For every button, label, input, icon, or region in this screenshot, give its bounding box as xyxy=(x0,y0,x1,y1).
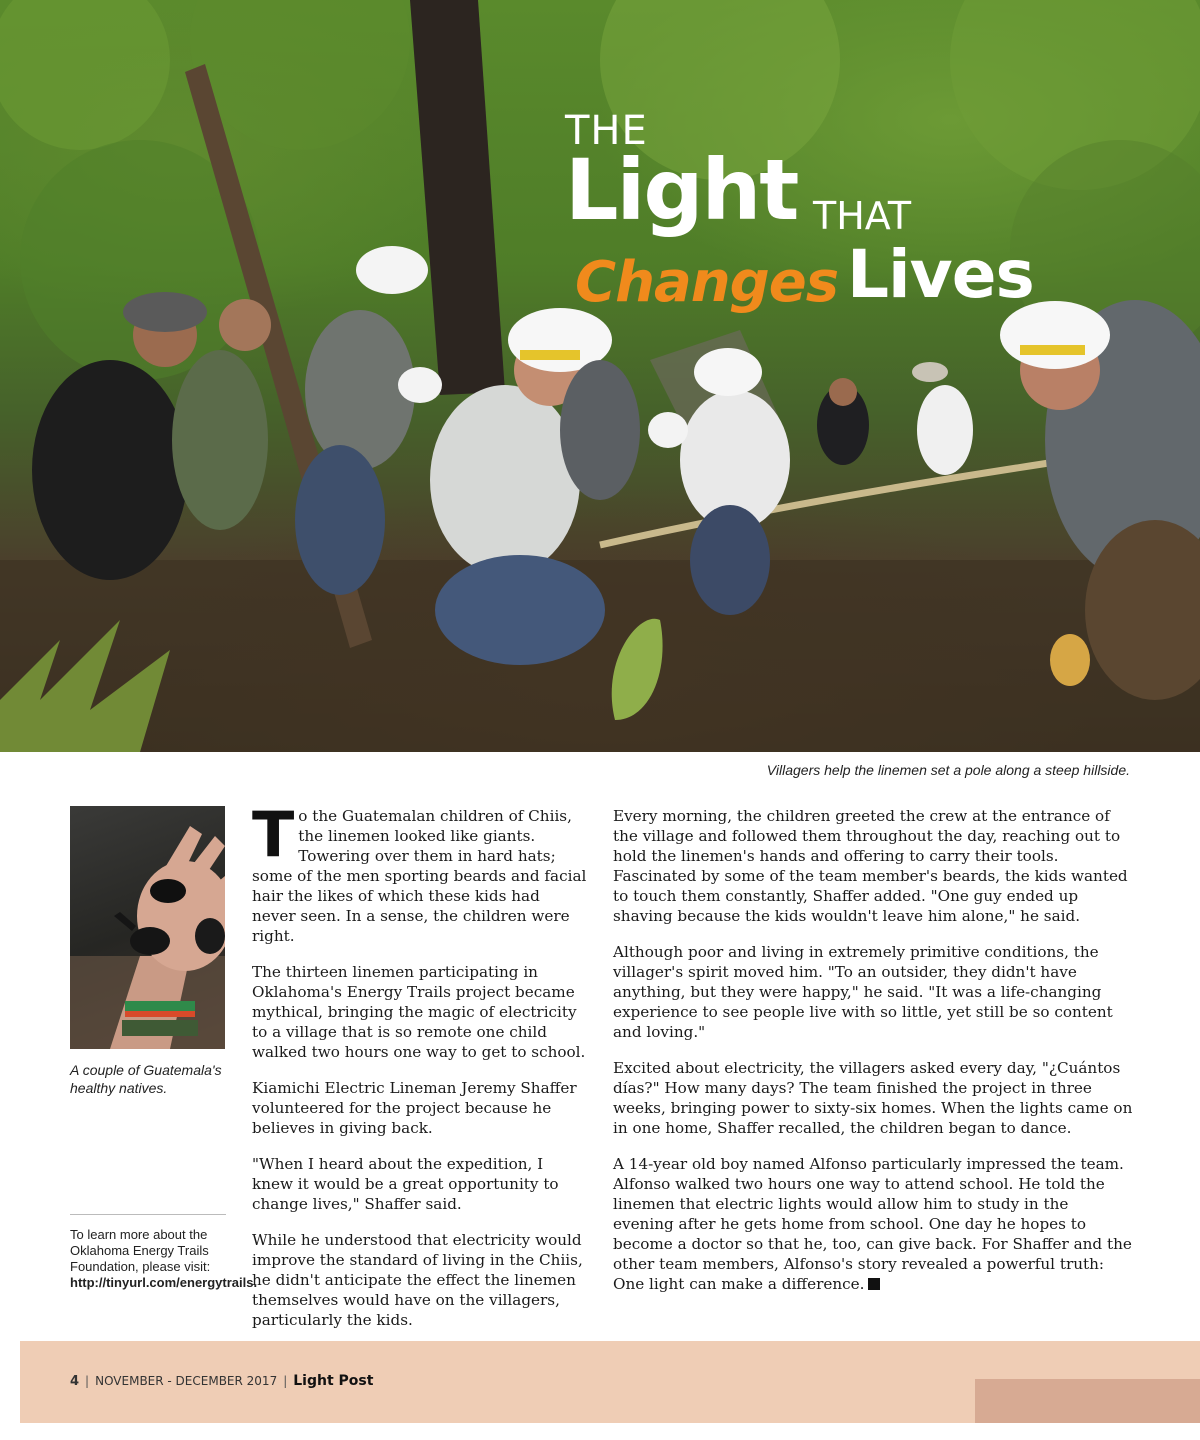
sidebar-note xyxy=(70,1227,258,1291)
title-lives: Lives xyxy=(847,236,1034,313)
paragraph: Kiamichi Electric Lineman Jeremy Shaffer volunteered for the project because he believes in giving back. xyxy=(252,1079,577,1137)
footer-separator: | xyxy=(283,1374,288,1388)
paragraph: Every morning, the children greeted the crew at the entrance of the village and followed them throughout the day, reaching out to hold the linemen's hands and offering to carry their tools. Fascinated by some of the team member's beards, the kids wanted to touch them constantly, Shaffer added. "One guy ended up shaving because the kids wouldn't leave him alone," he said. xyxy=(613,807,1128,925)
footer-separator: | xyxy=(85,1374,90,1388)
beetle-photo-illustration xyxy=(70,806,225,1049)
beetle-photo xyxy=(70,806,225,1049)
issue-date: NOVEMBER - DECEMBER 2017 xyxy=(95,1374,278,1388)
paragraph-text: o the Guatemalan children of Chiis, the linemen looked like giants. Towering over them in hard hats; some of the men sporting beards and facial hair the likes of which these kids had never seen. In a sense, the children were right. xyxy=(252,807,587,945)
sidebar-note-text: To learn more about the Oklahoma Energy Trails Foundation, please visit: xyxy=(70,1227,211,1274)
sidebar xyxy=(70,806,258,1290)
drop-cap: T xyxy=(252,798,295,871)
page-number: 4 xyxy=(70,1374,80,1389)
footer-text xyxy=(70,1373,373,1389)
title-changes: Changes xyxy=(575,250,839,315)
title-the: THE xyxy=(565,108,648,154)
paragraph-text: A 14-year old boy named Alfonso particularly impressed the team. Alfonso walked two hours one way to attend school. He told the linemen that electric lights would allow him to study in the evening after he gets home from school. One day he hopes to become a doctor so that he, too, can give back. For Shaffer and the other team members, Alfonso's story revealed a powerful truth: One light can make a difference. xyxy=(613,1155,1132,1293)
paragraph: Although poor and living in extremely primitive conditions, the villager's spirit moved him. "To an outsider, they didn't have anything, but they were happy," he said. "It was a life-changing experience to see people live with so little, yet still be so content and loving." xyxy=(613,943,1113,1041)
paragraph: The thirteen linemen participating in Oklahoma's Energy Trails project became mythical, bringing the magic of electricity to a village that is so remote one child walked two hours one way to get to school. xyxy=(252,963,586,1061)
paragraph xyxy=(252,798,587,946)
sidebar-caption: A couple of Guatemala's healthy natives. xyxy=(70,1062,222,1096)
paragraph xyxy=(613,1154,1133,1294)
footer-tab xyxy=(975,1379,1200,1423)
title-light: Light xyxy=(565,141,798,239)
paragraph: Excited about electricity, the villagers asked every day, "¿Cuántos días?" How many days? The team finished the project in three weeks, bringing power to sixty-six homes. When the lights came on in one home, Shaffer recalled, the children began to dance. xyxy=(613,1059,1133,1137)
photo-caption: Villagers help the linemen set a pole along a steep hillside. xyxy=(766,762,1130,778)
magazine-name: Light Post xyxy=(293,1373,374,1389)
end-mark-icon xyxy=(868,1278,880,1290)
article-column-1 xyxy=(252,798,587,1346)
energy-trails-link[interactable]: http://tinyurl.com/energytrails. xyxy=(70,1275,258,1290)
title-that: THAT xyxy=(813,194,912,238)
article-column-2 xyxy=(613,806,1133,1310)
paragraph: While he understood that electricity would improve the standard of living in the Chiis, he didn't anticipate the effect the linemen themselves would have on the villagers, particularly the kids. xyxy=(252,1231,583,1329)
sidebar-divider xyxy=(70,1214,226,1215)
paragraph: "When I heard about the expedition, I knew it would be a great opportunity to change lives," Shaffer said. xyxy=(252,1155,559,1213)
